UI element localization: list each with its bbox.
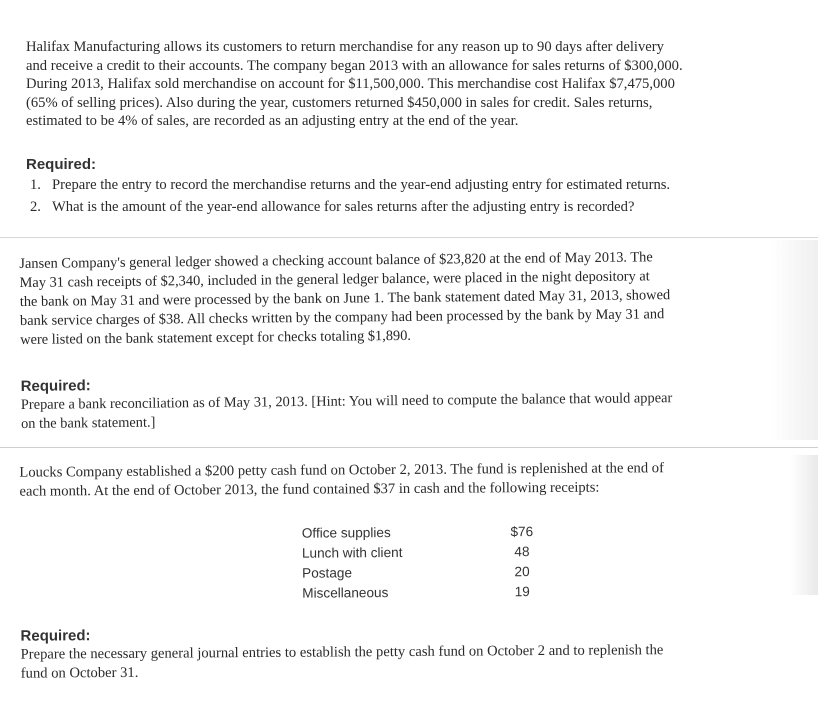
paragraph-line: Jansen Company's general ledger showed a checking account balance of $23,820 at the end of May 2013. The (19, 249, 653, 272)
required-item (30, 174, 670, 196)
receipt-amount: 20 (514, 564, 530, 580)
item-text: What is the amount of the year-end allowance for sales returns after the adjusting entry is recorded? (52, 199, 635, 215)
required-line: Prepare a bank reconciliation as of May 31, 2013. [Hint: You will need to compute the balance that would appear (20, 390, 673, 413)
receipt-label: Lunch with client (301, 544, 403, 561)
required-text (21, 389, 673, 433)
required-line: Prepare the necessary general journal entries to establish the petty cash fund on October 2 and to replenish the (20, 642, 664, 663)
required-heading: Required: (20, 627, 91, 645)
paragraph-line: each month. At the end of October 2013, the fund contained $37 in cash and the following receipts: (19, 479, 600, 500)
paragraph-line: and receive a credit to their accounts. The company began 2013 with an allowance for sales returns of $300,000. (26, 57, 683, 74)
receipt-row (302, 582, 542, 604)
required-heading: Required: (20, 377, 91, 395)
receipt-amount: 19 (514, 584, 530, 600)
receipt-row (302, 522, 542, 544)
receipt-label: Miscellaneous (302, 585, 389, 601)
problem-paragraph (26, 38, 683, 131)
receipt-amount: 48 (514, 544, 530, 560)
paragraph-line: bank service charges of $38. All checks written by the company had been processed by the bank by May 31 and (19, 306, 665, 329)
required-heading: Required: (26, 156, 97, 173)
paragraph-line: the bank on May 31 and were processed by the bank on June 1. The bank statement dated May 31, 2013, showed (19, 287, 671, 310)
problem-paragraph (19, 459, 664, 501)
scan-shadow (770, 240, 818, 440)
paragraph-line: During 2013, Halifax sold merchandise on account for $11,500,000. This merchandise cost Halifax $7,475,000 (26, 76, 675, 93)
receipt-amount: $76 (510, 524, 534, 540)
item-text: Prepare the entry to record the merchandise returns and the year-end adjusting entry for estimated returns. (52, 177, 671, 193)
required-list (30, 174, 670, 218)
scan-shadow (790, 455, 818, 595)
paragraph-line: were listed on the bank statement except for checks totaling $1,890. (20, 327, 412, 348)
paragraph-line: Halifax Manufacturing allows its customers to return merchandise for any reason up to 90 days after delivery (26, 39, 664, 55)
required-text (21, 641, 664, 683)
receipts-table (302, 522, 543, 604)
required-line: on the bank statement.] (20, 414, 156, 432)
receipt-row (302, 542, 542, 564)
page-divider (0, 447, 818, 448)
receipt-label: Postage (302, 565, 353, 581)
page-divider (0, 237, 818, 238)
paragraph-line: estimated to be 4% of sales, are recorded as an adjusting entry at the end of the year. (26, 113, 519, 130)
item-number: 1. (30, 177, 41, 193)
problem-paragraph (19, 248, 670, 350)
receipt-label: Office supplies (301, 525, 391, 541)
required-item (30, 196, 670, 218)
required-line: fund on October 31. (20, 664, 139, 682)
paragraph-line: (65% of selling prices). Also during the year, customers returned $450,000 in sales for credit. Sales returns, (26, 94, 653, 111)
item-number: 2. (30, 199, 41, 215)
paragraph-line: Loucks Company established a $200 petty cash fund on October 2, 2013. The fund is replenished at the end of (19, 460, 664, 481)
paragraph-line: May 31 cash receipts of $2,340, included in the general ledger balance, were placed in the night depository at (19, 268, 650, 291)
receipt-row (302, 562, 542, 584)
